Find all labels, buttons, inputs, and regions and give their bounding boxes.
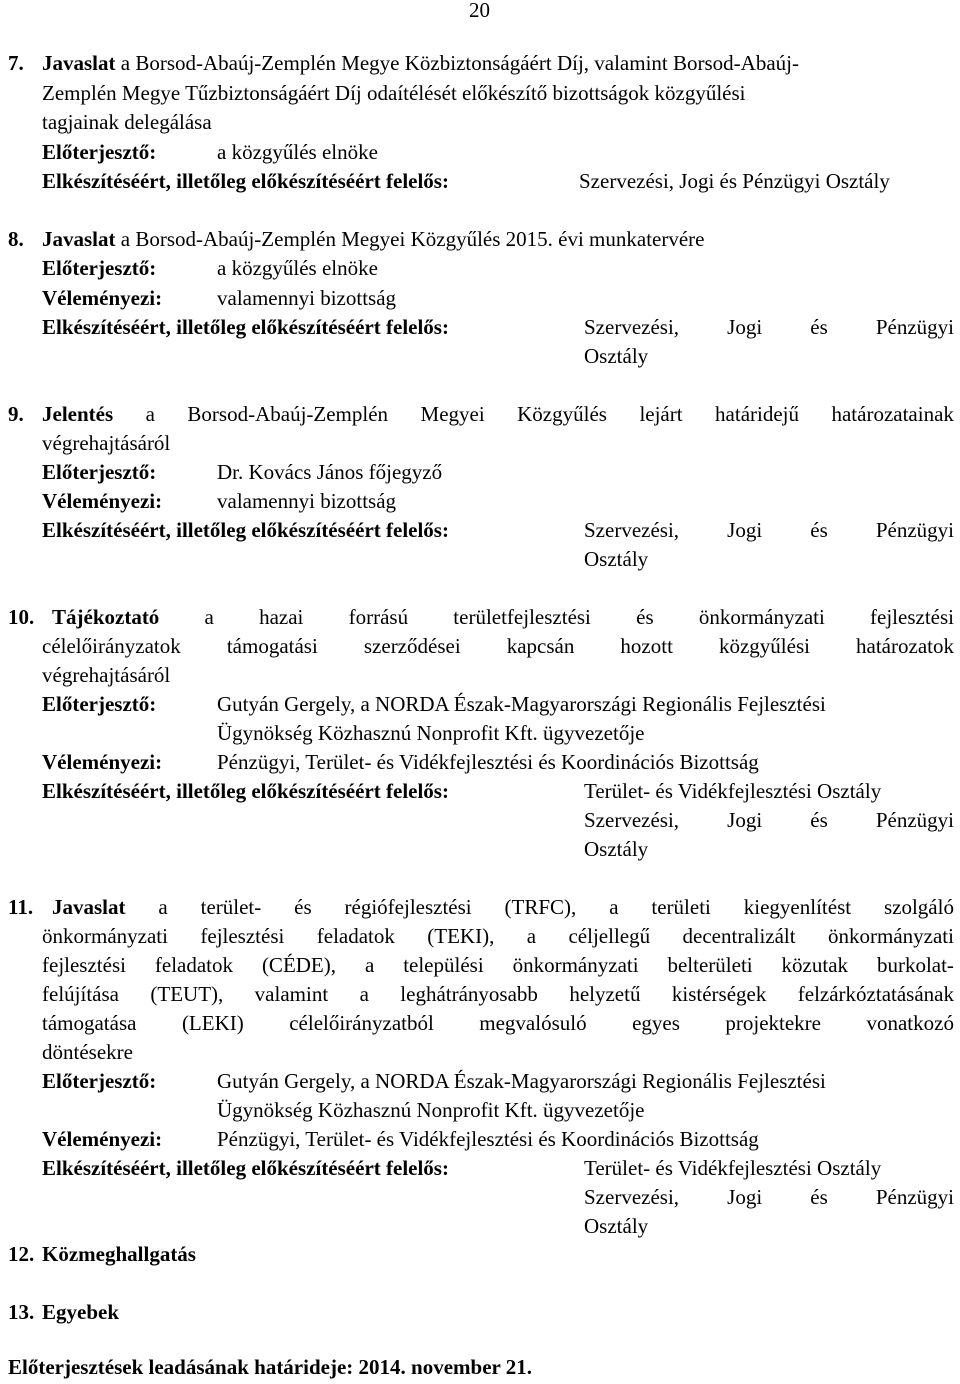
word: szolgáló xyxy=(883,895,954,919)
responsible-value: Szervezési, Jogi és Pénzügyi Osztály xyxy=(579,169,890,193)
word: hozott xyxy=(620,634,673,658)
responsible-value xyxy=(584,520,954,541)
word: települési xyxy=(403,953,484,977)
word: Jogi xyxy=(727,1185,763,1209)
word: (TRFC), xyxy=(504,895,577,919)
word: felújítása xyxy=(42,982,119,1006)
word: önkormányzati xyxy=(828,924,954,948)
word: Szervezési, xyxy=(584,518,680,542)
responsible-label: Elkészítéséért, illetőleg előkészítéséért felelős: xyxy=(42,1156,449,1180)
word: szerződései xyxy=(363,634,461,658)
word: forrású xyxy=(348,605,409,629)
presenter-value-line-2: Ügynökség Közhasznú Nonprofit Kft. ügyvezetője xyxy=(217,721,645,745)
item-title-line-3: végrehajtásáról xyxy=(42,663,171,687)
word: megvalósuló xyxy=(479,1011,587,1035)
word: területfejlesztési xyxy=(453,605,591,629)
word: Javaslat xyxy=(52,895,126,919)
word: kiegyenlítést xyxy=(743,895,852,919)
responsible-label: Elkészítéséért, illetőleg előkészítéséért felelős: xyxy=(42,169,449,193)
item-title-line-1 xyxy=(52,897,954,918)
word: határozatainak xyxy=(831,402,954,426)
word: célelőirányzatból xyxy=(289,1011,434,1035)
word: a xyxy=(526,924,537,948)
presenter-label: Előterjesztő: xyxy=(42,460,157,484)
responsible-value-2 xyxy=(584,810,954,831)
word: és xyxy=(810,315,828,339)
word: közutak xyxy=(781,953,849,977)
word: és xyxy=(636,605,654,629)
word: burkolat- xyxy=(876,953,954,977)
opinion-label: Véleményezi: xyxy=(42,1127,163,1151)
word: és xyxy=(810,1185,828,1209)
word: önkormányzati xyxy=(42,924,168,948)
opinion-label: Véleményezi: xyxy=(42,750,163,774)
word: Pénzügyi xyxy=(875,808,954,832)
word: helyzetű xyxy=(569,982,641,1006)
responsible-value: Terület- és Vidékfejlesztési Osztály xyxy=(584,779,882,803)
word: határozatok xyxy=(856,634,954,658)
word: kistérségek xyxy=(671,982,767,1006)
item-title-line-3: tagjainak delegálása xyxy=(42,110,212,134)
word: valamint xyxy=(254,982,329,1006)
presenter-value: a közgyűlés elnöke xyxy=(217,140,378,164)
item-title-line-1 xyxy=(42,404,954,425)
opinion-value: valamennyi bizottság xyxy=(217,489,397,513)
responsible-value-cont: Osztály xyxy=(584,1214,649,1238)
item-title: Közmeghallgatás xyxy=(42,1242,196,1266)
word: decentralizált xyxy=(682,924,796,948)
responsible-label: Elkészítéséért, illetőleg előkészítéséért felelős: xyxy=(42,518,449,542)
item-title-line-6: döntésekre xyxy=(42,1040,133,1064)
word: terület- xyxy=(200,895,262,919)
word: (CÉDE), xyxy=(261,953,337,977)
item-title-line-1 xyxy=(52,607,954,628)
presenter-value: Dr. Kovács János főjegyző xyxy=(217,460,443,484)
word: a xyxy=(204,605,214,629)
item-title-line-5 xyxy=(42,1013,954,1034)
opinion-value: Pénzügyi, Terület- és Vidékfejlesztési és Koordinációs Bizottság xyxy=(217,750,759,774)
responsible-label: Elkészítéséért, illetőleg előkészítéséért felelős: xyxy=(42,315,449,339)
word: kapcsán xyxy=(506,634,575,658)
opinion-value: valamennyi bizottság xyxy=(217,286,397,310)
word: és xyxy=(810,808,828,832)
opinion-label: Véleményezi: xyxy=(42,489,163,513)
word: feladatok xyxy=(316,924,395,948)
word: egyes xyxy=(632,1011,680,1035)
word: fejlesztési xyxy=(42,953,126,977)
word: lejárt xyxy=(639,402,683,426)
presenter-value-line-1: Gutyán Gergely, a NORDA Észak-Magyarországi Regionális Fejlesztési xyxy=(217,1069,826,1093)
word: Pénzügyi xyxy=(875,1185,954,1209)
word: a xyxy=(359,982,369,1006)
word: (TEUT), xyxy=(150,982,224,1006)
word: felzárkóztatásának xyxy=(797,982,954,1006)
word: vonatkozó xyxy=(866,1011,954,1035)
submission-deadline: Előterjesztések leadásának határideje: 2014. november 21. xyxy=(8,1355,532,1379)
word: belterületi xyxy=(667,953,753,977)
word: Jogi xyxy=(727,808,763,832)
word: Jelentés xyxy=(42,402,114,426)
word: és xyxy=(810,518,828,542)
word: területi xyxy=(651,895,711,919)
responsible-value xyxy=(584,317,954,338)
responsible-label: Elkészítéséért, illetőleg előkészítéséért felelős: xyxy=(42,779,449,803)
word: Közgyűlés xyxy=(517,402,607,426)
responsible-value: Terület- és Vidékfejlesztési Osztály xyxy=(584,1156,882,1180)
word: Szervezési, xyxy=(584,1185,680,1209)
presenter-value-line-1: Gutyán Gergely, a NORDA Észak-Magyarországi Regionális Fejlesztési xyxy=(217,692,826,716)
word: önkormányzati xyxy=(698,605,825,629)
presenter-label: Előterjesztő: xyxy=(42,692,157,716)
item-number: 8. xyxy=(8,227,24,251)
word: hazai xyxy=(259,605,304,629)
word: célelőirányzatok xyxy=(42,634,181,658)
word: Pénzügyi xyxy=(875,315,954,339)
word: projektekre xyxy=(725,1011,821,1035)
opinion-value: Pénzügyi, Terület- és Vidékfejlesztési és Koordinációs Bizottság xyxy=(217,1127,759,1151)
word: támogatási xyxy=(226,634,318,658)
item-title-line-1: Javaslat a Borsod-Abaúj-Zemplén Megyei Közgyűlés 2015. évi munkatervére xyxy=(42,227,705,251)
item-title: Egyebek xyxy=(42,1300,120,1324)
word: a xyxy=(145,402,155,426)
presenter-label: Előterjesztő: xyxy=(42,256,157,280)
presenter-value-line-2: Ügynökség Közhasznú Nonprofit Kft. ügyvezetője xyxy=(217,1098,645,1122)
presenter-label: Előterjesztő: xyxy=(42,1069,157,1093)
word: feladatok xyxy=(154,953,234,977)
word: és xyxy=(294,895,312,919)
item-title-line-2 xyxy=(42,636,954,657)
word: Megyei xyxy=(420,402,485,426)
word: Pénzügyi xyxy=(875,518,954,542)
word: a xyxy=(364,953,375,977)
word: a xyxy=(158,895,168,919)
responsible-value-2 xyxy=(584,1187,954,1208)
word: Jogi xyxy=(727,315,763,339)
responsible-value-cont: Osztály xyxy=(584,547,649,571)
item-number: 11. xyxy=(8,895,34,919)
item-title-line-2 xyxy=(42,926,954,947)
word: közgyűlési xyxy=(718,634,810,658)
responsible-value-cont: Osztály xyxy=(584,837,649,861)
item-number: 7. xyxy=(8,51,24,75)
item-number: 9. xyxy=(8,402,24,426)
word: Borsod-Abaúj-Zemplén xyxy=(187,402,389,426)
word: céljellegű xyxy=(568,924,651,948)
word: (TEKI), xyxy=(427,924,495,948)
word: fejlesztési xyxy=(200,924,285,948)
word: régiófejlesztési xyxy=(344,895,472,919)
word: határidejű xyxy=(715,402,800,426)
item-number: 13. xyxy=(8,1300,35,1324)
word: Jogi xyxy=(727,518,763,542)
item-title-line-2: végrehajtásáról xyxy=(42,431,171,455)
item-number: 12. xyxy=(8,1242,35,1266)
item-number: 10. xyxy=(8,605,35,629)
word: Szervezési, xyxy=(584,315,680,339)
word: Szervezési, xyxy=(584,808,680,832)
word: Tájékoztató xyxy=(52,605,160,629)
responsible-value-cont: Osztály xyxy=(584,344,649,368)
opinion-label: Véleményezi: xyxy=(42,286,163,310)
word: a xyxy=(609,895,619,919)
item-title-line-1: Javaslat a Borsod-Abaúj-Zemplén Megye Közbiztonságáért Díj, valamint Borsod-Abaúj- xyxy=(42,51,799,75)
word: önkormányzati xyxy=(512,953,639,977)
presenter-value: a közgyűlés elnöke xyxy=(217,256,378,280)
item-title-line-2: Zemplén Megye Tűzbiztonságáért Díj odaítélését előkészítő bizottságok közgyűlési xyxy=(42,81,746,105)
word: (LEKI) xyxy=(181,1011,244,1035)
word: támogatása xyxy=(42,1011,137,1035)
item-title-line-4 xyxy=(42,984,954,1005)
page-number: 20 xyxy=(469,0,490,22)
item-title-line-3 xyxy=(42,955,954,976)
presenter-label: Előterjesztő: xyxy=(42,140,157,164)
word: leghátrányosabb xyxy=(400,982,538,1006)
word: fejlesztési xyxy=(870,605,954,629)
